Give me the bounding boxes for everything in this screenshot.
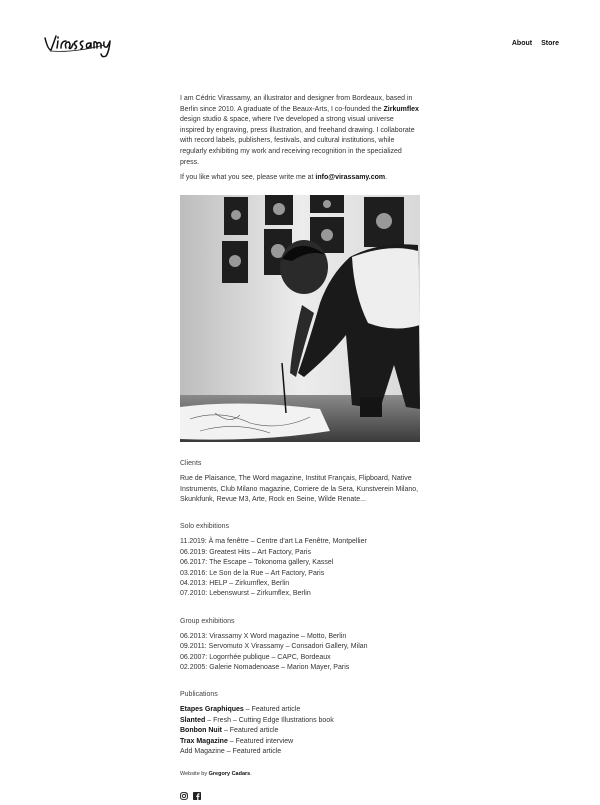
- publication-desc: – Featured interview: [227, 737, 294, 745]
- main-content: [180, 94, 420, 795]
- publications-section: [180, 691, 420, 757]
- contact-prefix: If you like what you see, please write me at: [180, 174, 314, 182]
- logo-signature: [44, 30, 114, 60]
- section-title: Solo exhibitions: [180, 523, 230, 531]
- publication-name: Slanted: [180, 716, 206, 724]
- credit-suffix: .: [250, 771, 252, 778]
- bio-intro: I am Cédric Virassamy, an illustrator and designer from Bordeaux, based in Berlin since 2010. A graduate of the Beaux-Arts, I co-founded the: [180, 95, 413, 113]
- publication-name: Trax Magazine: [180, 737, 228, 745]
- publication-desc: – Featured article: [224, 748, 282, 756]
- facebook-icon[interactable]: [193, 787, 201, 795]
- list-item: 02.2005: Galerie Nomadenoase – Marion Mayer, Paris: [180, 664, 350, 672]
- logo[interactable]: [44, 30, 114, 60]
- list-item: [180, 737, 420, 747]
- site-credit: [180, 771, 420, 777]
- list-item: 06.2017: The Escape – Tokonoma gallery, Kassel: [180, 559, 334, 567]
- credit-author-link[interactable]: Gregory Cadars: [208, 771, 251, 778]
- list-item: 09.2011: Servomuto X Virassamy – Consadori Gallery, Milan: [180, 643, 368, 651]
- list-item: 04.2013: HELP – Zirkumflex, Berlin: [180, 580, 290, 587]
- nav-about-link[interactable]: About: [511, 40, 533, 47]
- contact-suffix: .: [385, 174, 388, 182]
- publication-name: Etapes Graphiques: [180, 706, 244, 714]
- publication-desc: – Fresh – Cutting Edge Illustrations book: [205, 716, 334, 724]
- publication-desc: – Featured article: [222, 727, 279, 735]
- list-item: [180, 747, 420, 757]
- social-links: [180, 787, 420, 795]
- list-item: 03.2016: Le Son de la Rue – Art Factory, Paris: [180, 569, 325, 577]
- section-title: Group exhibitions: [180, 617, 235, 625]
- group-exhibitions-section: [180, 618, 420, 674]
- solo-exhibitions-section: [180, 523, 420, 599]
- site-header: [0, 0, 600, 70]
- section-title: Clients: [180, 460, 202, 468]
- studio-name: Zirkumflex: [383, 105, 419, 113]
- bio-paragraph: [180, 94, 420, 168]
- publication-desc: – Featured article: [243, 706, 301, 714]
- list-item: [180, 705, 420, 715]
- bio-rest: design studio & space, where I've developed a strong visual universe inspired by engraving, press illustration, and freehand drawing. I collaborate with record labels, publishers, festivals, and cultural institutions, while regularly exhibiting my work and receiving recognition in the specialized press.: [180, 116, 415, 166]
- list-item: 06.2019: Greatest Hits – Art Factory, Paris: [180, 548, 311, 556]
- list-item: 07.2010: Lebenswurst – Zirkumflex, Berlin: [180, 590, 311, 598]
- artist-photo: [180, 195, 420, 442]
- list-item: 06.2013: Virassamy X Word magazine – Motto, Berlin: [180, 632, 347, 640]
- list-item: 06.2007: Logorrhée publique – CAPC, Bordeaux: [180, 653, 331, 661]
- instagram-icon[interactable]: [180, 787, 188, 795]
- contact-line: [180, 173, 420, 183]
- section-title: Publications: [180, 691, 218, 699]
- top-nav: [512, 40, 559, 47]
- email-link[interactable]: info@virassamy.com: [315, 174, 386, 182]
- solo-exhibitions-list: [180, 537, 420, 599]
- clients-list: Rue de Plaisance, The Word magazine, Institut Français, Flipboard, Native Instruments, Club Milano magazine, Corriere de la Sera, Kunstverein Milano, Skunkfunk, Revue M3, Arte, Rock en Seine, Wilde Renate...: [180, 475, 419, 503]
- publications-list: [180, 705, 420, 757]
- nav-store-link[interactable]: Store: [541, 40, 559, 47]
- publication-name: Add Magazine: [180, 748, 225, 756]
- publication-name: Bonbon Nuit: [180, 727, 222, 735]
- group-exhibitions-list: [180, 632, 420, 674]
- list-item: 11.2019: À ma fenêtre – Centre d'art La Fenêtre, Montpellier: [180, 538, 367, 546]
- list-item: [180, 716, 420, 726]
- list-item: [180, 726, 420, 736]
- clients-section: [180, 460, 420, 505]
- credit-prefix: Website by: [180, 771, 208, 778]
